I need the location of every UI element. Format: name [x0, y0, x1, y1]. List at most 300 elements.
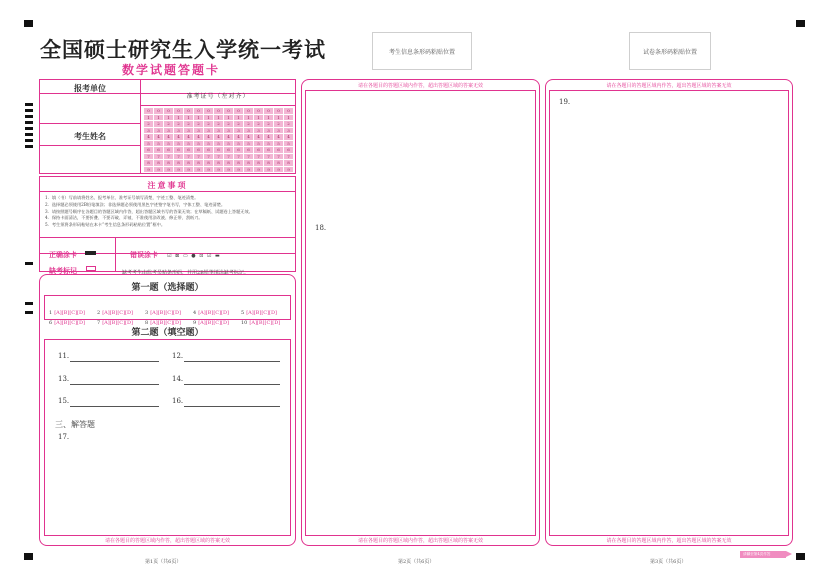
exam-digit-bubble[interactable]: 6	[284, 147, 293, 153]
exam-digit-bubble[interactable]: 9	[184, 167, 193, 173]
exam-digit-bubble[interactable]: 4	[284, 134, 293, 140]
exam-digit-bubble[interactable]: 2	[244, 121, 253, 127]
timing-marks	[25, 103, 33, 151]
bubble-bracket: ]	[270, 320, 273, 326]
exam-digit-bubble[interactable]: 6	[144, 147, 153, 153]
choice-number: 8	[145, 320, 149, 326]
exam-digit-bubble[interactable]: 7	[214, 154, 223, 160]
exam-digit-bubble[interactable]: 0	[214, 108, 223, 114]
choice-option-bubble[interactable]: B	[111, 310, 116, 316]
exam-digit-bubble[interactable]: 9	[274, 167, 283, 173]
bubble-bracket: [	[205, 310, 208, 316]
bubble-bracket: [	[117, 320, 120, 326]
exam-digit-bubble[interactable]: 9	[154, 167, 163, 173]
exam-digit-bubble[interactable]: 4	[154, 134, 163, 140]
exam-digit-bubble[interactable]: 5	[254, 141, 263, 147]
exam-digit-bubble[interactable]: 9	[234, 167, 243, 173]
bubble-bracket: ]	[59, 320, 62, 326]
name-header	[40, 124, 141, 146]
bubble-bracket: [	[61, 320, 64, 326]
choice-option-bubble[interactable]: C	[266, 320, 271, 326]
bubble-bracket: [	[150, 310, 153, 316]
bubble-bracket: ]	[83, 310, 85, 316]
exam-digit-bubble[interactable]: 3	[174, 128, 183, 134]
choice-option-bubble[interactable]: D	[175, 310, 180, 316]
exam-digit-bubble[interactable]: 8	[224, 160, 233, 166]
bubble-bracket: [	[54, 320, 57, 326]
choice-option-bubble[interactable]: B	[63, 310, 68, 316]
exam-digit-bubble[interactable]: 9	[224, 167, 233, 173]
exam-digit-bubble[interactable]: 1	[154, 115, 163, 121]
exam-digit-bubble[interactable]: 2	[194, 121, 203, 127]
question-18-area[interactable]	[305, 90, 536, 536]
answer-area-warning: 请在各题目的答题区域内作答，超出答题区域的答案无效	[104, 538, 230, 544]
exam-digit-bubble[interactable]: 0	[174, 108, 183, 114]
answer-area-warning: 请在各题目的答题区域内作答，超出答题区域的答案无效	[357, 538, 483, 544]
name-field[interactable]	[40, 146, 141, 173]
exam-digit-bubble[interactable]: 8	[284, 160, 293, 166]
notice-block	[39, 176, 296, 276]
bubble-bracket: [	[165, 320, 168, 326]
exam-digit-bubble[interactable]: 0	[254, 108, 263, 114]
bubble-bracket: ]	[115, 320, 118, 326]
exam-digit-bubble[interactable]: 8	[194, 160, 203, 166]
bubble-bracket: ]	[131, 320, 133, 326]
exam-digit-bubble[interactable]: 3	[284, 128, 293, 134]
exam-digit-bubble[interactable]: 5	[244, 141, 253, 147]
exam-digit-bubble[interactable]: 1	[174, 115, 183, 121]
choice-option-bubble[interactable]: A	[200, 310, 204, 316]
exam-digit-bubble[interactable]: 6	[254, 147, 263, 153]
exam-digit-bubble[interactable]: 7	[274, 154, 283, 160]
page-number-3: 第3页（共6页）	[650, 559, 687, 565]
exam-digit-bubble[interactable]: 4	[164, 134, 173, 140]
choice-number: 7	[97, 320, 101, 326]
choice-option-bubble[interactable]: A	[104, 310, 108, 316]
fill-q15-line[interactable]	[70, 406, 159, 407]
exam-digit-bubble[interactable]: 4	[224, 134, 233, 140]
exam-digit-bubble[interactable]: 2	[284, 121, 293, 127]
exam-digit-bubble[interactable]: 4	[174, 134, 183, 140]
exam-digit-bubble[interactable]: 7	[244, 154, 253, 160]
exam-digit-bubble[interactable]: 4	[254, 134, 263, 140]
bubble-bracket: ]	[155, 310, 158, 316]
choice-option-bubble[interactable]: A	[152, 310, 156, 316]
choice-option-bubble[interactable]: D	[274, 320, 279, 326]
choice-section-title: 第一题（选择题）	[131, 283, 204, 293]
exam-digit-bubble[interactable]: 8	[274, 160, 283, 166]
exam-digit-bubble[interactable]: 1	[274, 115, 283, 121]
bubble-bracket: ]	[211, 310, 214, 316]
bubble-bracket: [	[173, 320, 175, 326]
exam-digit-bubble[interactable]: 7	[184, 154, 193, 160]
exam-digit-bubble[interactable]: 7	[144, 154, 153, 160]
fill-and-solve-area[interactable]	[44, 339, 291, 536]
exam-digit-bubble[interactable]: 7	[224, 154, 233, 160]
exam-number-bubble-grid[interactable]	[144, 108, 293, 172]
choice-number: 10	[241, 320, 248, 326]
choice-option-bubble[interactable]: B	[159, 320, 164, 326]
exam-number-write-boxes[interactable]	[141, 94, 295, 106]
choice-option-bubble[interactable]: B	[159, 310, 164, 316]
exam-digit-bubble[interactable]: 2	[234, 121, 243, 127]
exam-digit-bubble[interactable]: 6	[174, 147, 183, 153]
absent-note: 缺考考生由监考员贴条形码，并用2B铅笔填涂缺考标记。	[122, 270, 249, 276]
exam-digit-bubble[interactable]: 0	[144, 108, 153, 114]
bubble-bracket: ]	[131, 310, 133, 316]
exam-digit-bubble[interactable]: 3	[254, 128, 263, 134]
exam-digit-bubble[interactable]: 0	[224, 108, 233, 114]
exam-digit-bubble[interactable]: 4	[194, 134, 203, 140]
bubble-bracket: [	[269, 310, 271, 316]
exam-digit-bubble[interactable]: 6	[274, 147, 283, 153]
bubble-bracket: [	[102, 320, 105, 326]
exam-digit-bubble[interactable]: 7	[204, 154, 213, 160]
bubble-bracket: [	[246, 310, 249, 316]
bubble-bracket: ]	[75, 320, 78, 326]
exam-digit-bubble[interactable]: 5	[234, 141, 243, 147]
exam-digit-bubble[interactable]: 2	[264, 121, 273, 127]
choice-option-bubble[interactable]: D	[127, 320, 132, 326]
bubble-bracket: [	[264, 320, 267, 326]
exam-digit-bubble[interactable]: 9	[284, 167, 293, 173]
bubble-bracket: [	[125, 320, 127, 326]
alignment-mark	[796, 553, 805, 560]
exam-digit-bubble[interactable]: 6	[214, 147, 223, 153]
bubble-bracket: [	[77, 320, 79, 326]
bubble-bracket: ]	[155, 320, 158, 326]
exam-digit-bubble[interactable]: 5	[284, 141, 293, 147]
choice-option-bubble[interactable]: D	[79, 320, 84, 326]
choice-number: 6	[49, 320, 53, 326]
exam-digit-bubble[interactable]: 8	[154, 160, 163, 166]
exam-digit-bubble[interactable]: 8	[184, 160, 193, 166]
question-18-number: 18.	[315, 224, 327, 232]
answer-area-page3	[545, 79, 793, 546]
exam-digit-bubble[interactable]: 4	[204, 134, 213, 140]
turn-page-tag	[740, 551, 786, 558]
bubble-bracket: ]	[179, 320, 181, 326]
exam-digit-bubble[interactable]: 1	[204, 115, 213, 121]
exam-digit-bubble[interactable]: 1	[234, 115, 243, 121]
exam-digit-bubble[interactable]: 7	[164, 154, 173, 160]
exam-digit-bubble[interactable]: 3	[264, 128, 273, 134]
exam-digit-bubble[interactable]: 8	[214, 160, 223, 166]
exam-digit-bubble[interactable]: 0	[264, 108, 273, 114]
exam-digit-bubble[interactable]: 4	[144, 134, 153, 140]
exam-digit-bubble[interactable]: 5	[224, 141, 233, 147]
choice-option-bubble[interactable]: C	[215, 320, 220, 326]
exam-digit-bubble[interactable]: 4	[274, 134, 283, 140]
exam-unit-label: 报考单位	[74, 83, 106, 93]
exam-digit-bubble[interactable]: 9	[244, 167, 253, 173]
exam-digit-bubble[interactable]: 1	[184, 115, 193, 121]
exam-digit-bubble[interactable]: 7	[234, 154, 243, 160]
exam-digit-bubble[interactable]: 6	[224, 147, 233, 153]
exam-digit-bubble[interactable]: 7	[284, 154, 293, 160]
exam-digit-bubble[interactable]: 9	[264, 167, 273, 173]
exam-digit-bubble[interactable]: 9	[194, 167, 203, 173]
choice-option-bubble[interactable]: C	[71, 320, 76, 326]
fill-q12-number: 12.	[172, 352, 184, 360]
timing-mark	[25, 311, 33, 314]
exam-digit-bubble[interactable]: 1	[264, 115, 273, 121]
exam-digit-bubble[interactable]: 5	[144, 141, 153, 147]
bubble-bracket: ]	[171, 320, 174, 326]
exam-digit-bubble[interactable]: 3	[274, 128, 283, 134]
exam-digit-bubble[interactable]: 6	[244, 147, 253, 153]
choice-option-bubble[interactable]: C	[119, 320, 124, 326]
bubble-bracket: ]	[163, 310, 166, 316]
exam-digit-bubble[interactable]: 5	[154, 141, 163, 147]
exam-digit-bubble[interactable]: 0	[164, 108, 173, 114]
exam-digit-bubble[interactable]: 6	[264, 147, 273, 153]
exam-digit-bubble[interactable]: 7	[174, 154, 183, 160]
exam-digit-bubble[interactable]: 5	[274, 141, 283, 147]
bubble-bracket: [	[205, 320, 208, 326]
exam-digit-bubble[interactable]: 5	[194, 141, 203, 147]
fill-q11-number: 11.	[58, 352, 70, 360]
exam-digit-bubble[interactable]: 6	[164, 147, 173, 153]
exam-digit-bubble[interactable]: 3	[234, 128, 243, 134]
exam-digit-bubble[interactable]: 0	[194, 108, 203, 114]
choice-option-bubble[interactable]: A	[56, 310, 60, 316]
question-19-area[interactable]	[549, 90, 789, 536]
exam-digit-bubble[interactable]: 6	[204, 147, 213, 153]
candidate-barcode-label: 考生信息条形码粘贴位置	[388, 48, 455, 56]
choice-number: 5	[241, 310, 245, 316]
bubble-bracket: ]	[115, 310, 118, 316]
bubble-bracket: ]	[278, 320, 281, 326]
bubble-bracket: [	[221, 310, 223, 316]
choice-option-bubble[interactable]: C	[215, 310, 220, 316]
exam-digit-bubble[interactable]: 7	[264, 154, 273, 160]
page-title: 全国硕士研究生入学统一考试	[40, 37, 326, 62]
exam-digit-bubble[interactable]: 9	[254, 167, 263, 173]
choice-option-bubble[interactable]: C	[263, 310, 268, 316]
exam-digit-bubble[interactable]: 2	[214, 121, 223, 127]
exam-digit-bubble[interactable]: 9	[214, 167, 223, 173]
question-19-number: 19.	[559, 98, 571, 106]
exam-digit-bubble[interactable]: 8	[174, 160, 183, 166]
exam-digit-bubble[interactable]: 3	[194, 128, 203, 134]
exam-digit-bubble[interactable]: 5	[174, 141, 183, 147]
exam-digit-bubble[interactable]: 3	[244, 128, 253, 134]
exam-digit-bubble[interactable]: 7	[154, 154, 163, 160]
exam-digit-bubble[interactable]: 8	[164, 160, 173, 166]
bubble-bracket: [	[198, 310, 201, 316]
choice-number: 3	[145, 310, 149, 316]
choice-option-bubble[interactable]: A	[104, 320, 108, 326]
exam-digit-bubble[interactable]: 1	[284, 115, 293, 121]
choice-option-bubble[interactable]: A	[152, 320, 156, 326]
exam-digit-bubble[interactable]: 9	[164, 167, 173, 173]
fill-q13-number: 13.	[58, 375, 70, 383]
exam-digit-bubble[interactable]: 1	[144, 115, 153, 121]
exam-digit-bubble[interactable]: 8	[144, 160, 153, 166]
bubble-bracket: [	[157, 320, 160, 326]
bubble-bracket: ]	[267, 310, 270, 316]
fill-example-row	[40, 237, 295, 259]
exam-digit-bubble[interactable]: 4	[264, 134, 273, 140]
bubble-bracket: ]	[171, 310, 174, 316]
bubble-bracket: [	[165, 310, 168, 316]
choice-option-bubble[interactable]: C	[71, 310, 76, 316]
choice-option-bubble[interactable]: C	[167, 320, 172, 326]
exam-digit-bubble[interactable]: 5	[184, 141, 193, 147]
exam-digit-bubble[interactable]: 4	[184, 134, 193, 140]
exam-digit-bubble[interactable]: 1	[254, 115, 263, 121]
exam-unit-field[interactable]	[40, 94, 141, 124]
fill-q16-line[interactable]	[184, 406, 280, 407]
choice-option-bubble[interactable]: B	[207, 310, 212, 316]
exam-digit-bubble[interactable]: 3	[184, 128, 193, 134]
exam-digit-bubble[interactable]: 0	[274, 108, 283, 114]
choice-option-bubble[interactable]: C	[167, 310, 172, 316]
page-subtitle: 数学试题答题卡	[122, 63, 221, 77]
fill-q12-line[interactable]	[184, 361, 280, 362]
exam-digit-bubble[interactable]: 5	[264, 141, 273, 147]
exam-digit-bubble[interactable]: 0	[184, 108, 193, 114]
exam-digit-bubble[interactable]: 8	[244, 160, 253, 166]
bubble-bracket: ]	[107, 320, 110, 326]
exam-digit-bubble[interactable]: 3	[144, 128, 153, 134]
exam-digit-bubble[interactable]: 0	[284, 108, 293, 114]
choice-option-bubble[interactable]: D	[175, 320, 180, 326]
bubble-bracket: ]	[163, 320, 166, 326]
exam-digit-bubble[interactable]: 3	[214, 128, 223, 134]
answer-area-warning: 请在各题目的答题区域内作答，超出答题区域的答案无效	[357, 83, 483, 89]
exam-digit-bubble[interactable]: 2	[254, 121, 263, 127]
exam-digit-bubble[interactable]: 2	[174, 121, 183, 127]
paper-barcode-label: 试卷条形码粘贴位置	[642, 48, 697, 56]
choice-option-bubble[interactable]: B	[111, 320, 116, 326]
exam-digit-bubble[interactable]: 9	[204, 167, 213, 173]
exam-digit-bubble[interactable]: 5	[214, 141, 223, 147]
exam-digit-bubble[interactable]: 6	[184, 147, 193, 153]
choice-number: 2	[97, 310, 101, 316]
fill-section-title: 第二题（填空题）	[131, 328, 204, 338]
choice-option-bubble[interactable]: A	[200, 320, 204, 326]
page-number-2: 第2页（共6页）	[398, 559, 435, 565]
choice-option-bubble[interactable]: B	[63, 320, 68, 326]
bubble-bracket: ]	[179, 310, 181, 316]
bubble-bracket: [	[213, 310, 216, 316]
exam-digit-bubble[interactable]: 9	[144, 167, 153, 173]
choice-option-bubble[interactable]: B	[258, 320, 263, 326]
notice-line: 4．保持卡面清洁，不要折叠、不要弄破、弄皱，不准使用涂改液、修正带、刮纸刀。	[45, 215, 203, 221]
absent-mark-box[interactable]	[86, 266, 96, 271]
exam-digit-bubble[interactable]: 8	[204, 160, 213, 166]
choice-option-bubble[interactable]: B	[255, 310, 260, 316]
exam-digit-bubble[interactable]: 2	[154, 121, 163, 127]
exam-digit-bubble[interactable]: 2	[224, 121, 233, 127]
choice-option-bubble[interactable]: D	[127, 310, 132, 316]
exam-digit-bubble[interactable]: 3	[204, 128, 213, 134]
exam-digit-bubble[interactable]: 8	[264, 160, 273, 166]
exam-digit-bubble[interactable]: 3	[164, 128, 173, 134]
bubble-bracket: ]	[219, 310, 222, 316]
choice-option-bubble[interactable]: C	[119, 310, 124, 316]
choice-option-bubble[interactable]: D	[223, 320, 228, 326]
alignment-mark	[24, 20, 33, 27]
bubble-bracket: [	[54, 310, 57, 316]
bubble-bracket: [	[77, 310, 79, 316]
fill-q11-line[interactable]	[70, 361, 159, 362]
exam-digit-bubble[interactable]: 2	[144, 121, 153, 127]
exam-number-label: 准考证号（左对齐）	[186, 93, 250, 100]
choice-option-bubble[interactable]: A	[56, 320, 60, 326]
exam-digit-bubble[interactable]: 8	[234, 160, 243, 166]
exam-digit-bubble[interactable]: 8	[254, 160, 263, 166]
choice-option-bubble[interactable]: D	[271, 310, 276, 316]
exam-digit-bubble[interactable]: 6	[194, 147, 203, 153]
alignment-mark	[796, 20, 805, 27]
exam-digit-bubble[interactable]: 6	[154, 147, 163, 153]
fill-q14-number: 14.	[172, 375, 184, 383]
exam-digit-bubble[interactable]: 0	[154, 108, 163, 114]
choice-option-bubble[interactable]: A	[248, 310, 252, 316]
fill-q14-line[interactable]	[184, 384, 280, 385]
exam-digit-bubble[interactable]: 3	[154, 128, 163, 134]
bubble-bracket: [	[125, 310, 127, 316]
candidate-info-block	[39, 79, 296, 174]
bubble-bracket: ]	[219, 320, 222, 326]
exam-digit-bubble[interactable]: 3	[224, 128, 233, 134]
choice-option-bubble[interactable]: A	[251, 320, 255, 326]
exam-digit-bubble[interactable]: 2	[184, 121, 193, 127]
choice-bubble-block[interactable]	[44, 295, 291, 326]
arrow-right-icon	[786, 551, 792, 557]
exam-digit-bubble[interactable]: 1	[224, 115, 233, 121]
exam-digit-bubble[interactable]: 1	[214, 115, 223, 121]
exam-digit-bubble[interactable]: 7	[194, 154, 203, 160]
choice-option-bubble[interactable]: D	[79, 310, 84, 316]
answer-area-warning: 请在各题目的答题区域内作答，超出答题区域的答案无效	[606, 83, 732, 89]
bubble-bracket: ]	[262, 320, 265, 326]
bubble-bracket: ]	[203, 320, 206, 326]
exam-digit-bubble[interactable]: 4	[214, 134, 223, 140]
exam-digit-bubble[interactable]: 2	[204, 121, 213, 127]
exam-digit-bubble[interactable]: 2	[274, 121, 283, 127]
exam-digit-bubble[interactable]: 0	[204, 108, 213, 114]
choice-option-bubble[interactable]: D	[223, 310, 228, 316]
bubble-bracket: [	[213, 320, 216, 326]
bubble-bracket: ]	[67, 310, 70, 316]
bubble-bracket: ]	[107, 310, 110, 316]
exam-digit-bubble[interactable]: 1	[244, 115, 253, 121]
choice-option-bubble[interactable]: B	[207, 320, 212, 326]
exam-digit-bubble[interactable]: 1	[164, 115, 173, 121]
exam-digit-bubble[interactable]: 2	[164, 121, 173, 127]
exam-digit-bubble[interactable]: 7	[254, 154, 263, 160]
bubble-bracket: ]	[251, 310, 254, 316]
fill-q13-line[interactable]	[70, 384, 159, 385]
exam-digit-bubble[interactable]: 9	[174, 167, 183, 173]
exam-digit-bubble[interactable]: 0	[234, 108, 243, 114]
exam-digit-bubble[interactable]: 1	[194, 115, 203, 121]
choice-number: 9	[193, 320, 197, 326]
bubble-bracket: ]	[83, 320, 85, 326]
exam-digit-bubble[interactable]: 5	[164, 141, 173, 147]
bubble-bracket: [	[109, 310, 112, 316]
exam-digit-bubble[interactable]: 6	[234, 147, 243, 153]
exam-digit-bubble[interactable]: 4	[234, 134, 243, 140]
exam-digit-bubble[interactable]: 0	[244, 108, 253, 114]
exam-digit-bubble[interactable]: 4	[244, 134, 253, 140]
exam-digit-bubble[interactable]: 5	[204, 141, 213, 147]
exam-unit-header	[40, 80, 141, 94]
